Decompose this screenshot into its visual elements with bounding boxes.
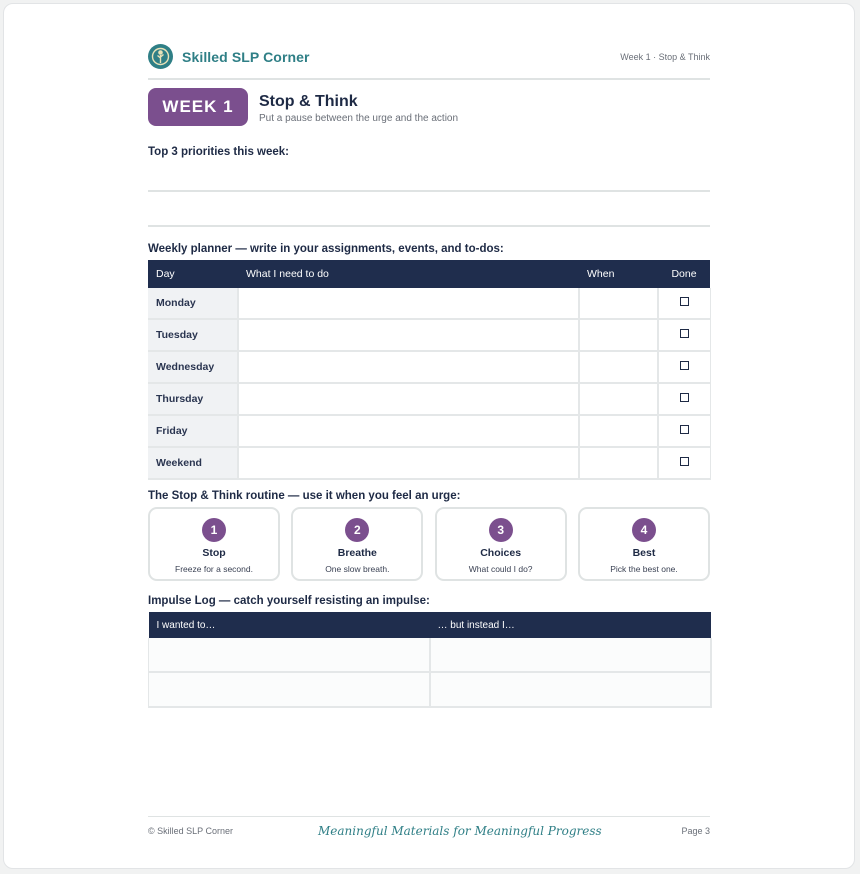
header-week-label: Week 1 · Stop & Think bbox=[620, 52, 710, 62]
done-cell bbox=[658, 288, 710, 319]
table-row bbox=[149, 672, 711, 707]
step-number-badge: 2 bbox=[345, 518, 369, 542]
table-row bbox=[148, 415, 710, 447]
step-number-badge: 4 bbox=[632, 518, 656, 542]
header-divider bbox=[148, 78, 710, 80]
routine-step-card bbox=[291, 507, 423, 581]
when-cell[interactable] bbox=[579, 319, 658, 351]
step-description: One slow breath. bbox=[325, 564, 390, 574]
done-checkbox[interactable] bbox=[680, 361, 689, 370]
table-row bbox=[148, 288, 710, 319]
routine-step-card bbox=[435, 507, 567, 581]
done-checkbox[interactable] bbox=[680, 297, 689, 306]
table-row bbox=[148, 383, 710, 415]
done-checkbox[interactable] bbox=[680, 329, 689, 338]
week-badge: WEEK 1 bbox=[148, 88, 248, 126]
task-cell[interactable] bbox=[238, 383, 579, 415]
day-cell: Thursday bbox=[148, 383, 238, 415]
week-title: Stop & Think bbox=[259, 93, 358, 110]
wanted-cell[interactable] bbox=[149, 672, 430, 707]
step-description: Freeze for a second. bbox=[175, 564, 253, 574]
priorities-label: Top 3 priorities this week: bbox=[148, 146, 290, 158]
done-cell bbox=[658, 383, 710, 415]
instead-cell[interactable] bbox=[430, 638, 711, 672]
day-cell: Monday bbox=[148, 288, 238, 319]
col-header-wanted: I wanted to… bbox=[149, 612, 430, 638]
impulse-log-header-row bbox=[149, 612, 711, 638]
when-cell[interactable] bbox=[579, 415, 658, 447]
done-cell bbox=[658, 415, 710, 447]
step-title: Best bbox=[632, 547, 656, 559]
footer-divider bbox=[148, 816, 710, 817]
routine-label: The Stop & Think routine — use it when you feel an urge: bbox=[148, 490, 461, 502]
tree-icon bbox=[148, 44, 173, 69]
done-checkbox[interactable] bbox=[680, 457, 689, 466]
day-cell: Friday bbox=[148, 415, 238, 447]
table-row bbox=[148, 351, 710, 383]
day-cell: Weekend bbox=[148, 447, 238, 479]
step-title: Breathe bbox=[337, 547, 377, 559]
impulse-log-table bbox=[148, 612, 712, 708]
done-cell bbox=[658, 319, 710, 351]
routine-step-card bbox=[578, 507, 710, 581]
day-cell: Tuesday bbox=[148, 319, 238, 351]
impulse-log-label: Impulse Log — catch yourself resisting an impulse: bbox=[148, 595, 430, 607]
task-cell[interactable] bbox=[238, 415, 579, 447]
done-cell bbox=[658, 351, 710, 383]
step-number-badge: 3 bbox=[489, 518, 513, 542]
col-header-when: When bbox=[579, 260, 658, 288]
when-cell[interactable] bbox=[579, 447, 658, 479]
page-number: Page 3 bbox=[681, 826, 710, 836]
table-row bbox=[149, 638, 711, 672]
col-header-done: Done bbox=[658, 260, 710, 288]
when-cell[interactable] bbox=[579, 383, 658, 415]
instead-cell[interactable] bbox=[430, 672, 711, 707]
task-cell[interactable] bbox=[238, 288, 579, 319]
footer-copyright: © Skilled SLP Corner bbox=[148, 826, 234, 836]
step-title: Stop bbox=[202, 547, 226, 559]
wanted-cell[interactable] bbox=[149, 638, 430, 672]
done-cell bbox=[658, 447, 710, 479]
brand bbox=[148, 44, 310, 69]
week-subtitle: Put a pause between the urge and the action bbox=[259, 113, 459, 124]
done-checkbox[interactable] bbox=[680, 393, 689, 402]
when-cell[interactable] bbox=[579, 288, 658, 319]
col-header-task: What I need to do bbox=[238, 260, 579, 288]
weekly-planner-table bbox=[148, 260, 711, 480]
priority-line-1[interactable] bbox=[148, 190, 710, 192]
priority-line-2[interactable] bbox=[148, 225, 710, 227]
table-row bbox=[148, 447, 710, 479]
routine-steps bbox=[148, 507, 710, 583]
routine-step-card bbox=[148, 507, 280, 581]
task-cell[interactable] bbox=[238, 319, 579, 351]
col-header-day: Day bbox=[148, 260, 238, 288]
table-row bbox=[148, 319, 710, 351]
done-checkbox[interactable] bbox=[680, 425, 689, 434]
planner-header-row bbox=[148, 260, 710, 288]
step-title: Choices bbox=[480, 547, 522, 559]
task-cell[interactable] bbox=[238, 351, 579, 383]
footer-tagline: Meaningful Materials for Meaningful Progress bbox=[318, 824, 602, 838]
when-cell[interactable] bbox=[579, 351, 658, 383]
col-header-instead: … but instead I… bbox=[430, 612, 711, 638]
planner-label: Weekly planner — write in your assignments, events, and to-dos: bbox=[148, 243, 504, 255]
step-description: Pick the best one. bbox=[610, 564, 678, 574]
day-cell: Wednesday bbox=[148, 351, 238, 383]
step-description: What could I do? bbox=[468, 564, 533, 574]
step-number-badge: 1 bbox=[202, 518, 226, 542]
task-cell[interactable] bbox=[238, 447, 579, 479]
brand-name: Skilled SLP Corner bbox=[182, 48, 310, 65]
